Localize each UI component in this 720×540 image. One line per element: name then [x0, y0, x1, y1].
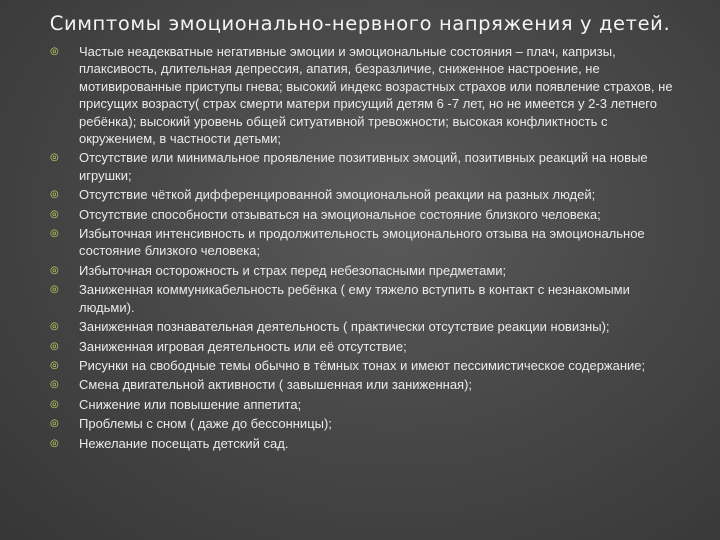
- list-item-text: Отсутствие способности отзываться на эмоциональное состояние близкого человека;: [79, 206, 601, 222]
- list-item: [48, 415, 678, 432]
- list-item: [48, 318, 678, 335]
- target-bullet-icon: ◎: [50, 321, 59, 333]
- target-bullet-icon: ◎: [50, 284, 59, 296]
- list-item: [48, 281, 678, 316]
- list-item: [48, 225, 678, 260]
- target-bullet-icon: ◎: [50, 359, 59, 371]
- target-bullet-icon: ◎: [50, 340, 59, 352]
- list-item-text: Снижение или повышение аппетита;: [79, 396, 302, 412]
- target-bullet-icon: ◎: [50, 228, 59, 240]
- target-bullet-icon: ◎: [50, 437, 59, 449]
- list-item-text: Заниженная игровая деятельность или её отсутствие;: [79, 338, 407, 354]
- list-item-text: Проблемы с сном ( даже до бессонницы);: [79, 416, 332, 432]
- list-item-text: Заниженная познавательная деятельность ( практически отсутствие реакции новизны);: [79, 319, 610, 335]
- list-item: [48, 357, 678, 374]
- list-item-text: Заниженная коммуникабельность ребёнка ( ему тяжело вступить в контакт с незнакомыми людьми).: [79, 282, 630, 315]
- target-bullet-icon: ◎: [50, 208, 59, 220]
- target-bullet-icon: ◎: [50, 418, 59, 430]
- target-bullet-icon: ◎: [50, 189, 59, 201]
- list-item-text: Отсутствие чёткой дифференцированной эмоциональной реакции на разных людей;: [79, 187, 596, 203]
- symptom-list: [48, 43, 678, 454]
- list-item: [48, 338, 678, 355]
- list-item-text: Смена двигательной активности ( завышенная или заниженная);: [79, 377, 473, 393]
- list-item: [48, 262, 678, 279]
- target-bullet-icon: ◎: [50, 398, 59, 410]
- target-bullet-icon: ◎: [50, 152, 59, 164]
- list-item: [48, 43, 678, 147]
- list-item-text: Рисунки на свободные темы обычно в тёмных тонах и имеют пессимистическое содержание;: [79, 357, 646, 373]
- list-item: [48, 186, 678, 203]
- list-item-text: Частые неадекватные негативные эмоции и эмоциональные состояния – плач, капризы, плаксивость, длительная депрессия, апатия, безразличие, сниженное настроение, не мотивированные приступы гнева; высокий индекс возрастных страхов или появление страхов, не присущих возрасту( страх смерти матери присущий детям 6 -7 лет, но не имеется у 2-3 летнего ребёнка); высокий уровень общей ситуативной тревожности; высокая конфликтность с окружением, в частности детьми;: [79, 44, 673, 147]
- target-bullet-icon: ◎: [50, 46, 59, 57]
- slide-title: Симптомы эмоционально-нервного напряжения у детей.: [49, 12, 671, 35]
- list-item-text: Избыточная интенсивность и продолжительность эмоционального отзыва на эмоциональное состояние близкого человека;: [79, 226, 645, 259]
- list-item: [48, 376, 678, 393]
- list-item: [48, 206, 678, 223]
- list-item-text: Избыточная осторожность и страх перед небезопасными предметами;: [79, 262, 507, 278]
- list-item: [48, 149, 678, 184]
- list-item: [48, 435, 678, 452]
- target-bullet-icon: ◎: [50, 264, 59, 276]
- target-bullet-icon: ◎: [50, 379, 59, 391]
- list-item: [48, 396, 678, 413]
- list-item-text: Отсутствие или минимальное проявление позитивных эмоций, позитивных реакций на новые игрушки;: [79, 150, 648, 183]
- list-item-text: Нежелание посещать детский сад.: [79, 435, 289, 451]
